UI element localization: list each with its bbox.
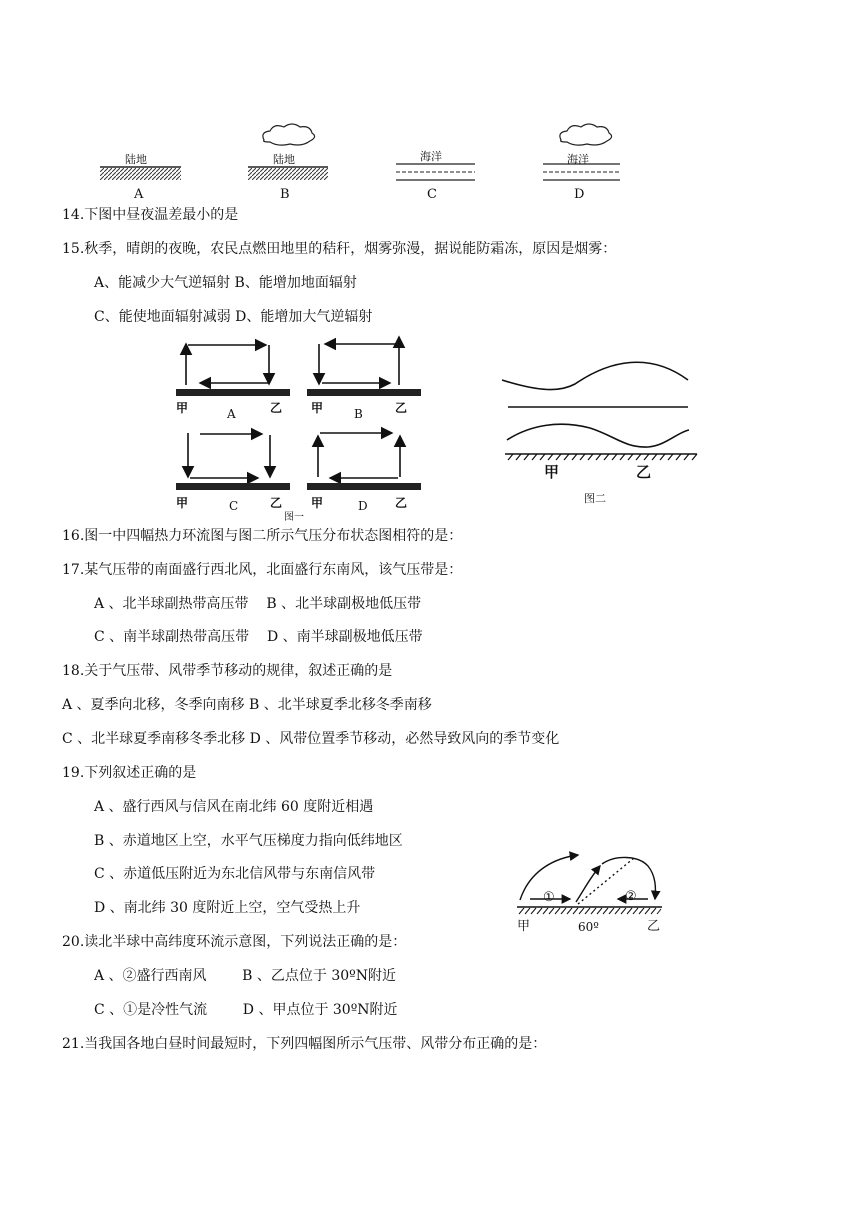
fig1-a-right: 乙 bbox=[270, 401, 283, 415]
q19-option-b: B 、赤道地区上空，水平气压梯度力指向低纬地区 bbox=[94, 833, 403, 849]
surface-a-label: 陆地 bbox=[125, 153, 147, 166]
q18-options-1: A 、夏季向北移，冬季向南移 B 、北半球夏季北移冬季南移 bbox=[62, 697, 432, 713]
fig1-d-letter: D bbox=[358, 499, 368, 513]
circ-middle: 60º bbox=[578, 920, 599, 934]
circ-left: 甲 bbox=[517, 919, 531, 934]
q19-option-d: D 、南北纬 30 度附近上空，空气受热上升 bbox=[94, 900, 361, 916]
fig1-c-right: 乙 bbox=[270, 496, 283, 510]
q16-stem: 16.图一中四幅热力环流图与图二所示气压分布状态图相符的是： bbox=[62, 528, 463, 544]
q19-stem: 19.下列叙述正确的是 bbox=[62, 765, 197, 781]
surface-c-label: 海洋 bbox=[420, 150, 442, 163]
q18-options-2: C 、北半球夏季南移冬季北移 D 、风带位置季节移动，必然导致风向的季节变化 bbox=[62, 731, 560, 747]
fig2-caption: 图二 bbox=[584, 492, 606, 505]
fig1-b-letter: B bbox=[354, 407, 363, 421]
q15-options-2: C、能使地面辐射减弱 D、能增加大气逆辐射 bbox=[94, 309, 373, 325]
q15-stem: 15.秋季，晴朗的夜晚，农民点燃田地里的秸秆，烟雾弥漫，据说能防霜冻，原因是烟雾： bbox=[62, 241, 617, 257]
circ-right: 乙 bbox=[647, 919, 661, 934]
surface-d-letter: D bbox=[574, 187, 585, 202]
surface-b-letter: B bbox=[280, 187, 290, 202]
surface-d-label: 海洋 bbox=[567, 153, 589, 166]
fig1-a-left: 甲 bbox=[176, 401, 189, 415]
q14-stem: 14.下图中昼夜温差最小的是 bbox=[62, 207, 239, 223]
fig1-d-right: 乙 bbox=[395, 496, 408, 510]
circ-marker-2: ② bbox=[625, 889, 637, 904]
q17-options-1: A 、北半球副热带高压带 B 、北半球副极地低压带 bbox=[94, 596, 422, 612]
fig2-left: 甲 bbox=[544, 463, 560, 481]
fig2-right: 乙 bbox=[636, 463, 652, 481]
fig1-c-left: 甲 bbox=[176, 496, 189, 510]
q17-options-2: C 、南半球副热带高压带 D 、南半球副极地低压带 bbox=[94, 629, 423, 645]
fig1-caption: 图一 bbox=[284, 512, 304, 523]
fig1-a-letter: A bbox=[227, 407, 236, 421]
q21-stem: 21.当我国各地白昼时间最短时，下列四幅图所示气压带、风带分布正确的是： bbox=[62, 1036, 547, 1052]
q20-options-1: A 、②盛行西南风 B 、乙点位于 30ºN附近 bbox=[94, 968, 396, 984]
q19-option-a: A 、盛行西风与信风在南北纬 60 度附近相遇 bbox=[94, 799, 374, 815]
surface-c-letter: C bbox=[427, 187, 437, 202]
q20-stem: 20.读北半球中高纬度环流示意图，下列说法正确的是： bbox=[62, 934, 407, 950]
fig1-b-right: 乙 bbox=[395, 401, 408, 415]
q17-stem: 17.某气压带的南面盛行西北风，北面盛行东南风，该气压带是： bbox=[62, 562, 463, 578]
surface-b-label: 陆地 bbox=[273, 153, 295, 166]
circ-marker-1: ① bbox=[543, 890, 555, 905]
fig1-d-left: 甲 bbox=[311, 496, 324, 510]
q19-option-c: C 、赤道低压附近为东北信风带与东南信风带 bbox=[94, 866, 376, 882]
q20-options-2: C 、①是冷性气流 D 、甲点位于 30ºN附近 bbox=[94, 1002, 398, 1018]
surface-a-letter: A bbox=[134, 187, 144, 202]
q18-stem: 18.关于气压带、风带季节移动的规律，叙述正确的是 bbox=[62, 663, 393, 679]
q15-options-1: A、能减少大气逆辐射 B、能增加地面辐射 bbox=[94, 275, 357, 291]
fig1-b-left: 甲 bbox=[311, 401, 324, 415]
fig1-c-letter: C bbox=[229, 499, 239, 513]
